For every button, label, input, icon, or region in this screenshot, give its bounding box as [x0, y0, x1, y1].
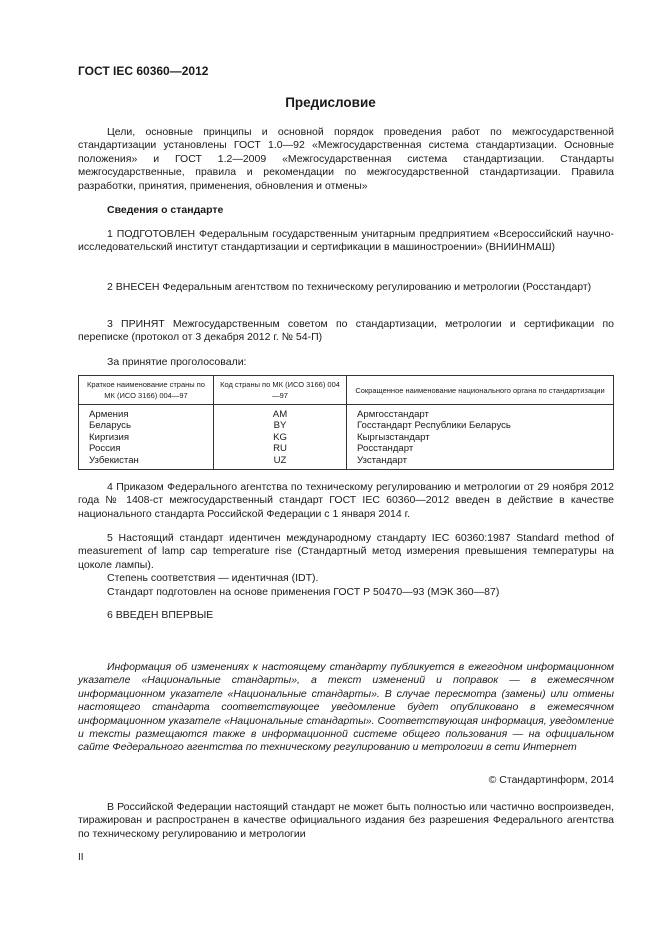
- table-header-row: [79, 376, 614, 405]
- page-number: II: [78, 852, 84, 863]
- country-cell: Беларусь: [79, 420, 214, 431]
- country-cell: Армения: [79, 405, 214, 421]
- rights-notice-text: В Российской Федерации настоящий стандарт не может быть полностью или частично воспроизведен, тиражирован и распространен в качестве официального издания без разрешения Федерального агентства по техническому регулированию и метрологии: [78, 801, 614, 840]
- rights-notice: [78, 801, 614, 841]
- document-id-header: ГОСТ IEC 60360—2012: [78, 64, 209, 78]
- intro-paragraph: [78, 126, 614, 193]
- intro-text: Цели, основные принципы и основной порядок проведения работ по межгосударственной стандартизации установлены ГОСТ 1.0—92 «Межгосударственная система стандартизации. Основные положения» и ГОСТ 1.2—2009 «Межгосударственная система стандартизации. Стандарты межгосударственные, правила и рекомендации по межгосударственной стандартизации. Правила разработки, принятия, применения, обновления и отмены»: [78, 126, 614, 192]
- changes-notice: [78, 661, 614, 755]
- item-3: [78, 318, 614, 345]
- table-row: [79, 420, 614, 431]
- table-row: [79, 405, 614, 421]
- item-4-text: 4 Приказом Федерального агентства по техническому регулированию и метрологии от 29 ноября 2012 года № 1408-ст межгосударственный стандарт ГОСТ IEC 60360—2012 введен в действие в качестве национального стандарта Российской Федерации с 1 января 2014 г.: [78, 481, 614, 520]
- table-header-country: Краткое наименование страны по МК (ИСО 3166) 004—97: [79, 376, 214, 405]
- item-4: [78, 481, 614, 521]
- voted-text: За принятие проголосовали:: [107, 356, 247, 368]
- table-row: [79, 443, 614, 454]
- code-cell: KG: [214, 432, 347, 443]
- item-5: [78, 532, 614, 599]
- table-row: [79, 432, 614, 443]
- copyright: © Стандартинформ, 2014: [488, 774, 614, 786]
- item-5-degree: Степень соответствия — идентичная (IDT).: [107, 572, 319, 585]
- item-1: [78, 228, 614, 255]
- item-2-text: 2 ВНЕСЕН Федеральным агентством по техническому регулированию и метрологии (Росстандарт): [107, 281, 592, 293]
- table-header-body: Сокращенное наименование национального органа по стандартизации: [347, 376, 614, 405]
- changes-notice-text: Информация об изменениях к настоящему стандарту публикуется в ежегодном информационном указателе «Национальные стандарты», а текст изменений и поправок — в ежемесячном информационном указателе «Национальные стандарты». В случае пересмотра (замены) или отмены настоящего стандарта соответствующее уведомление будет опубликовано в ежемесячном информационном указателе «Национальные стандарты». Соответствующая информация, уведомление и тексты размещаются также в информационной системе общего пользования — на официальном сайте Федерального агентства по техническому регулированию и метрологии в сети Интернет: [78, 661, 614, 754]
- item-6: [78, 609, 614, 622]
- code-cell: BY: [214, 420, 347, 431]
- table-row: [79, 455, 614, 470]
- country-cell: Узбекистан: [79, 455, 214, 470]
- body-cell: Госстандарт Республики Беларусь: [347, 420, 614, 431]
- country-cell: Россия: [79, 443, 214, 454]
- item-3-text: 3 ПРИНЯТ Межгосударственным советом по стандартизации, метрологии и сертификации по переписке (протокол от 3 декабря 2012 г. № 54-П): [78, 318, 614, 344]
- item-2: [78, 281, 614, 294]
- country-cell: Киргизия: [79, 432, 214, 443]
- page-title: Предисловие: [285, 95, 376, 110]
- body-cell: Армгосстандарт: [347, 405, 614, 421]
- body-cell: Росстандарт: [347, 443, 614, 454]
- table-header-code: Код страны по МК (ИСО 3166) 004—97: [214, 376, 347, 405]
- voting-table: [78, 375, 614, 470]
- item-5-basis: Стандарт подготовлен на основе применения ГОСТ Р 50470—93 (МЭК 360—87): [107, 585, 500, 598]
- item-6-text: 6 ВВЕДЕН ВПЕРВЫЕ: [107, 609, 214, 621]
- code-cell: AM: [214, 405, 347, 421]
- voted-label: [78, 356, 614, 369]
- code-cell: UZ: [214, 455, 347, 470]
- item-5-text: 5 Настоящий стандарт идентичен международному стандарту IEC 60360:1987 Standard method of measurement of lamp cap temperature rise (Стандартный метод измерения превышения температуры на цоколе лампы).: [78, 532, 614, 571]
- body-cell: Кыргызстандарт: [347, 432, 614, 443]
- code-cell: RU: [214, 443, 347, 454]
- item-1-text: 1 ПОДГОТОВЛЕН Федеральным государственным унитарным предприятием «Всероссийский научно-исследовательский институт стандартизации и сертификации в машиностроении» (ВНИИНМАШ): [78, 228, 614, 254]
- info-heading: Сведения о стандарте: [107, 204, 224, 216]
- body-cell: Узстандарт: [347, 455, 614, 470]
